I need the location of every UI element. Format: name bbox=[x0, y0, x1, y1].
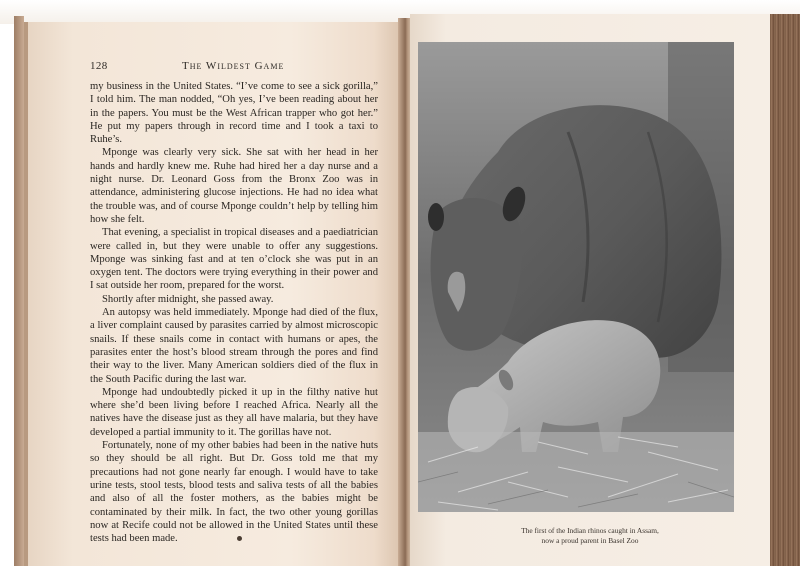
paragraph-3: That evening, a specialist in tropical diseases and a paediatrician were called in, but they were unable to offer any suggestions. Mponge was sinking fast and at ten o’clock she was put in an oxygen tent. The doctors were trying everything in their power and I sat outside her room, prepared for the worst. bbox=[90, 227, 378, 292]
photo-caption bbox=[470, 526, 710, 546]
paragraph-5: An autopsy was held immediately. Mponge had died of the flux, a liver complaint caused by parasites carried by almost microscopic snails. If these snails come in contact with humans or apes, the parasites enter the host’s blood stream through the pores and find their way to the liver. Many American soldiers died of the flux in the South Pacific during the last war. bbox=[90, 307, 378, 385]
page-edges bbox=[770, 14, 800, 566]
paragraph-2: Mponge was clearly very sick. She sat with her head in her hands and hardly knew me. Ruhe had hired her a day nurse and a night nurse. Dr. Leonard Goss from the Bronx Zoo was in attendance, administering glucose injections. He had no idea what the trouble was, and of course Mponge couldn’t help by telling him how she felt. bbox=[90, 147, 378, 225]
caption-line-1: The first of the Indian rhinos caught in Assam, bbox=[521, 526, 659, 535]
rhino-photograph bbox=[418, 42, 734, 512]
running-title: The Wildest Game bbox=[182, 60, 285, 72]
paragraph-6: Mponge had undoubtedly picked it up in the filthy native hut where she’d been living before I reached Africa. Nearly all the natives have the disease just as they all have malaria, but they have developed a partial immunity to it. The gorillas have not. bbox=[90, 386, 378, 438]
body-text bbox=[90, 80, 378, 545]
page-number: 128 bbox=[90, 60, 108, 72]
caption-line-2: now a proud parent in Basel Zoo bbox=[541, 536, 639, 545]
rhino-illustration bbox=[418, 42, 734, 512]
paragraph-1: my business in the United States. “I’ve come to see a sick gorilla,” I told him. The man nodded, “Oh yes, I’ve been reading about her in the papers. You must be the West African trapper who got her.” He put my papers through in record time and I took a taxi to Ruhe’s. bbox=[90, 81, 378, 146]
page-header bbox=[90, 60, 380, 76]
page-ornament bbox=[237, 536, 242, 541]
paragraph-7: Fortunately, none of my other babies had been in the native huts so they should be all right. But Dr. Goss told me that my precautions had not gone nearly far enough. I would have to take urine tests, stool tests, blood tests and saliva tests of all the babies and also of all the foster mothers, as the babies might be contaminated by their milk. In fact, the two other young gorillas now at Recife could not be allowed in the United States until these tests had been made. bbox=[90, 440, 378, 545]
paragraph-4: Shortly after midnight, she passed away. bbox=[102, 293, 274, 305]
